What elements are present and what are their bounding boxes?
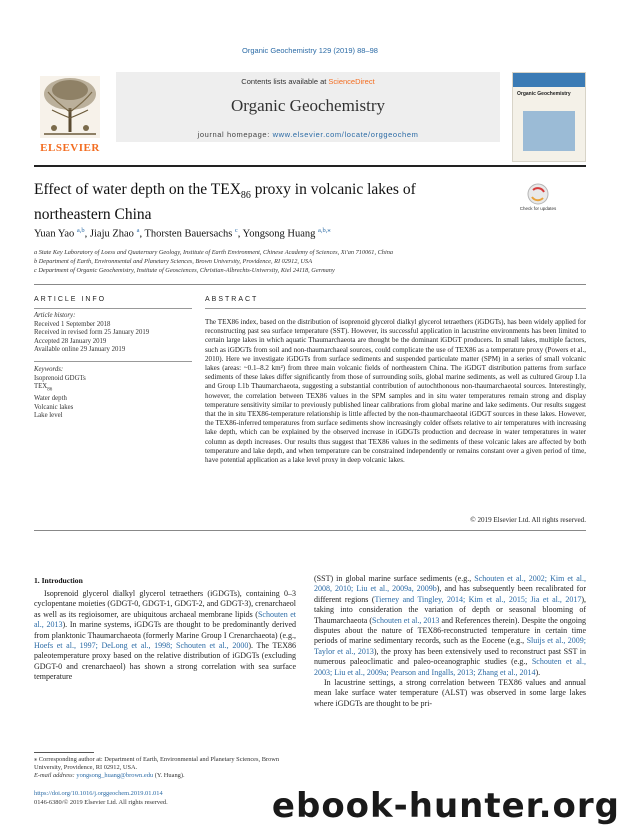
footnote-rule bbox=[34, 752, 94, 753]
keyword: $TEX_{86}$ bbox=[34, 383, 53, 393]
contents-line bbox=[116, 77, 500, 86]
intro-left-column bbox=[34, 589, 296, 683]
keyword: Isoprenoid GDGTs bbox=[34, 374, 86, 382]
cover-image bbox=[523, 111, 575, 151]
check-for-updates-badge[interactable] bbox=[516, 182, 560, 218]
keywords-block bbox=[34, 366, 194, 421]
article-history bbox=[34, 312, 194, 355]
intro-text: and References therein). Despite the ongoing disputes about the nature of TEX86-reconstructed temperature in certain time periods of marine sedimentary records, such as the Eocene (e.g., bbox=[314, 615, 586, 646]
journal-title: Organic Geochemistry bbox=[230, 96, 386, 115]
journal-header bbox=[34, 72, 586, 162]
corresponding-author-note: ⁎ Corresponding author at: Department of Earth, Environmental and Planetary Sciences, Brown University, Providence, RI 02912, USA. bbox=[34, 756, 280, 771]
citation-link[interactable]: Schouten et al., 2003; Liu et al., 2009a; Pearson and Ingalls, 2013; Zhang et al., 2014 bbox=[314, 657, 586, 677]
cover-band bbox=[513, 73, 585, 87]
journal-cover-thumbnail bbox=[512, 72, 586, 162]
email-label: E-mail address: bbox=[34, 772, 77, 779]
intro-right-column bbox=[314, 574, 586, 709]
keyword: Water depth bbox=[34, 395, 67, 403]
intro-paragraph-2: In lacustrine settings, a strong correlation between TEX86 values and annual mean lake surface water temperature (ALST) was observed in some large lakes where iGDGTs are thought to be pri- bbox=[314, 678, 586, 708]
intro-text: Isoprenoid glycerol dialkyl glycerol tetraethers (iGDGTs), containing 0–3 cyclopentane moieties (GDGT-0, GDGT-1, GDGT-2, and GDGT-3), crenarchaeol as well as its regioisomer, are ubiquitous archaeal membrane lipids ( bbox=[34, 589, 296, 619]
citation-link[interactable]: Schouten et al., 2013 bbox=[34, 609, 296, 630]
homepage-link[interactable]: www.elsevier.com/locate/orggeochem bbox=[272, 130, 419, 139]
sciencedirect-link[interactable]: ScienceDirect bbox=[328, 77, 375, 86]
journal-homepage bbox=[116, 130, 500, 139]
intro-text: ), taking into consideration the variation of depth or seasonal blooming of Thaumarchaeota ( bbox=[314, 594, 586, 625]
citation-link[interactable]: Sluijs et al., 2009; Taylor et al., 2013 bbox=[314, 636, 587, 656]
watermark-text: ebook-hunter.org bbox=[271, 786, 620, 826]
intro-text: ). The TEX86 paleotemperature proxy based on the relative distribution of iGDGTs (excluding GDGT-0 and crenarchaeol) has shown a strong correlation with sea surface temperature bbox=[34, 641, 296, 682]
cover-title: Organic Geochemistry bbox=[517, 91, 571, 97]
keywords-rule bbox=[34, 361, 192, 362]
keyword: Volcanic lakes bbox=[34, 403, 74, 411]
citation-link[interactable]: Tierney and Tingley, 2014; Kim et al., 2015; Jia et al., 2017 bbox=[374, 594, 582, 604]
article-title: Effect of water depth on the $TEX_{86}$ proxy in volcanic lakes of northeastern China bbox=[34, 181, 416, 224]
affiliation: c Department of Organic Geochemistry, Institute of Geosciences, Christian-Albrechts-University, Kiel 24118, Germany bbox=[34, 267, 335, 274]
history-label: Article history: bbox=[34, 312, 76, 319]
intro-text: ), the proxy has been extensively used to reconstruct past SST in numerous paleoclimatic and paleo-oceanographic studies (e.g., bbox=[314, 646, 586, 667]
author-affil-mark[interactable]: a,b,⁎ bbox=[318, 227, 331, 234]
header-rule bbox=[34, 165, 586, 167]
issn-line: 0146-6380/© 2019 Elsevier Ltd. All rights reserved. bbox=[34, 799, 168, 806]
email-line bbox=[34, 772, 296, 780]
introduction-heading: 1. Introduction bbox=[34, 576, 83, 585]
check-updates-icon bbox=[516, 182, 560, 206]
keyword: Lake level bbox=[34, 412, 63, 420]
history-item: Accepted 28 January 2019 bbox=[34, 337, 107, 345]
journal-reference[interactable]: Organic Geochemistry 129 (2019) 88–98 bbox=[242, 46, 378, 55]
homepage-prefix: journal homepage: bbox=[197, 130, 273, 139]
article-info-rule bbox=[34, 308, 192, 309]
contents-prefix: Contents lists available at bbox=[241, 77, 329, 86]
article-info-heading: ARTICLE INFO bbox=[34, 296, 107, 303]
publisher-wordmark: ELSEVIER bbox=[40, 142, 100, 154]
citation-link[interactable]: Schouten et al., 2002; Kim et al., 2008, 2010; Liu et al., 2009a, 2009b bbox=[314, 574, 586, 594]
section-rule bbox=[34, 284, 586, 285]
citation-link[interactable]: Schouten et al., 2013 bbox=[372, 615, 440, 625]
intro-text: ), and has subsequently been recalibrated for different regions ( bbox=[314, 584, 586, 604]
history-item: Available online 29 January 2019 bbox=[34, 346, 126, 354]
abstract-heading: ABSTRACT bbox=[205, 296, 259, 303]
intro-text: (SST) in global marine surface sediments (e.g., bbox=[314, 574, 475, 583]
abstract-copyright: © 2019 Elsevier Ltd. All rights reserved. bbox=[470, 516, 586, 524]
author-name[interactable]: Yuan Yao bbox=[34, 228, 75, 240]
email-suffix: (Y. Huang). bbox=[153, 772, 185, 779]
author-name[interactable]: Thorsten Bauersachs bbox=[144, 228, 233, 240]
history-item: Received in revised form 25 January 2019 bbox=[34, 329, 150, 337]
author-list: Yuan Yao $^{a,b}$, Jiaju Zhao $^a$, Thorsten Bauersachs $^c$, Yongsong Huang $^{a,b,⁎}$ bbox=[34, 227, 331, 240]
author-affil-mark[interactable]: a,b bbox=[76, 227, 85, 234]
elsevier-logo bbox=[34, 72, 106, 160]
intro-text: ). In marine systems, iGDGTs are thought to be predominantly derived from planktonic Thaumarchaeota (formerly Marine Group I Crenarchaeota) (e.g., bbox=[34, 620, 297, 640]
email-link[interactable]: yongsong_huang@brown.edu bbox=[76, 772, 154, 779]
keywords-label: Keywords: bbox=[34, 366, 64, 373]
author-affil-mark[interactable]: a bbox=[136, 227, 140, 234]
author-name[interactable]: Jiaju Zhao bbox=[89, 228, 134, 240]
check-updates-label: Check for updates bbox=[519, 206, 557, 211]
author-name[interactable]: Yongsong Huang bbox=[242, 228, 316, 240]
affiliation: a State Key Laboratory of Loess and Quaternary Geology, Institute of Earth Environment, Chinese Academy of Sciences, Xi'an 710061, China bbox=[34, 249, 393, 256]
doi-link[interactable]: https://doi.org/10.1016/j.orggeochem.2019.01.014 bbox=[34, 790, 163, 797]
author-affil-mark[interactable]: c bbox=[234, 227, 238, 234]
abstract-rule bbox=[205, 308, 586, 309]
citation-link[interactable]: Hoefs et al., 1997; DeLong et al., 1998; Schouten et al., 2000 bbox=[34, 641, 249, 651]
intro-text: ). bbox=[535, 667, 541, 677]
affiliation: b Department of Earth, Environmental and Planetary Sciences, Brown University, Providence, RI 02912, USA bbox=[34, 258, 313, 265]
abstract-text: The TEX86 index, based on the distribution of isoprenoid glycerol dialkyl glycerol tetraethers (iGDGTs), has been widely applied for reconstructing past sea surface temperature (SST). However, its successful application in lacustrine environments has been limited to certain large lakes in which aquatic Thaumarchaeota are thought be the dominant iGDGT producers. In small lakes, multiple factors, such as iGDGTs from soil and non-thaumarchaeal sources, could complicate the use of TEX86 as a temperature proxy (Powers et al., 2010). Here we investigate iGDGTs from surface sediments and suspended particulate matter (SPM) in a series of small volcanic lakes (areas: ~0.1–8.2 km²) from three main volcanic fields of northeastern China. The iGDGT distribution patterns from surface sediments of these lakes differ significantly from those of surrounding soils, global marine sediments, as well as cultured Group I.1a and Group I.1b Thaumarchaeota, suggesting a substantial contribution of autochthonous non-thaumarchaeotal sources. Interestingly, however, the correlation between TEX86 values in the SPM samples and in situ water temperatures remain strong and display temperature sensitivity similar to previously published linear calibrations from global marine and lake sediments. Our results suggest that the in situ TEX86-temperature relationship is little affected by the non-thaumarchaeotal iGDGT sources in these lakes. However, the TEX86-inferred temperatures from surface sediments show increasingly colder offsets relative to air temperatures with increasing lake depth, which can be explained by the observed increase in iGDGTs production and decrease in water temperatures in water column as depth increases. Our results thus suggest that TEX86 values in the sediments of these volcanic lakes are affected by both temperature and lake depth, and when temperature can be constrained independently or remains constant over a given period of time, have potential application as a lake level proxy in deep volcanic lakes. bbox=[205, 318, 586, 465]
abstract-end-rule bbox=[34, 530, 586, 531]
history-item: Received 1 September 2018 bbox=[34, 320, 111, 328]
